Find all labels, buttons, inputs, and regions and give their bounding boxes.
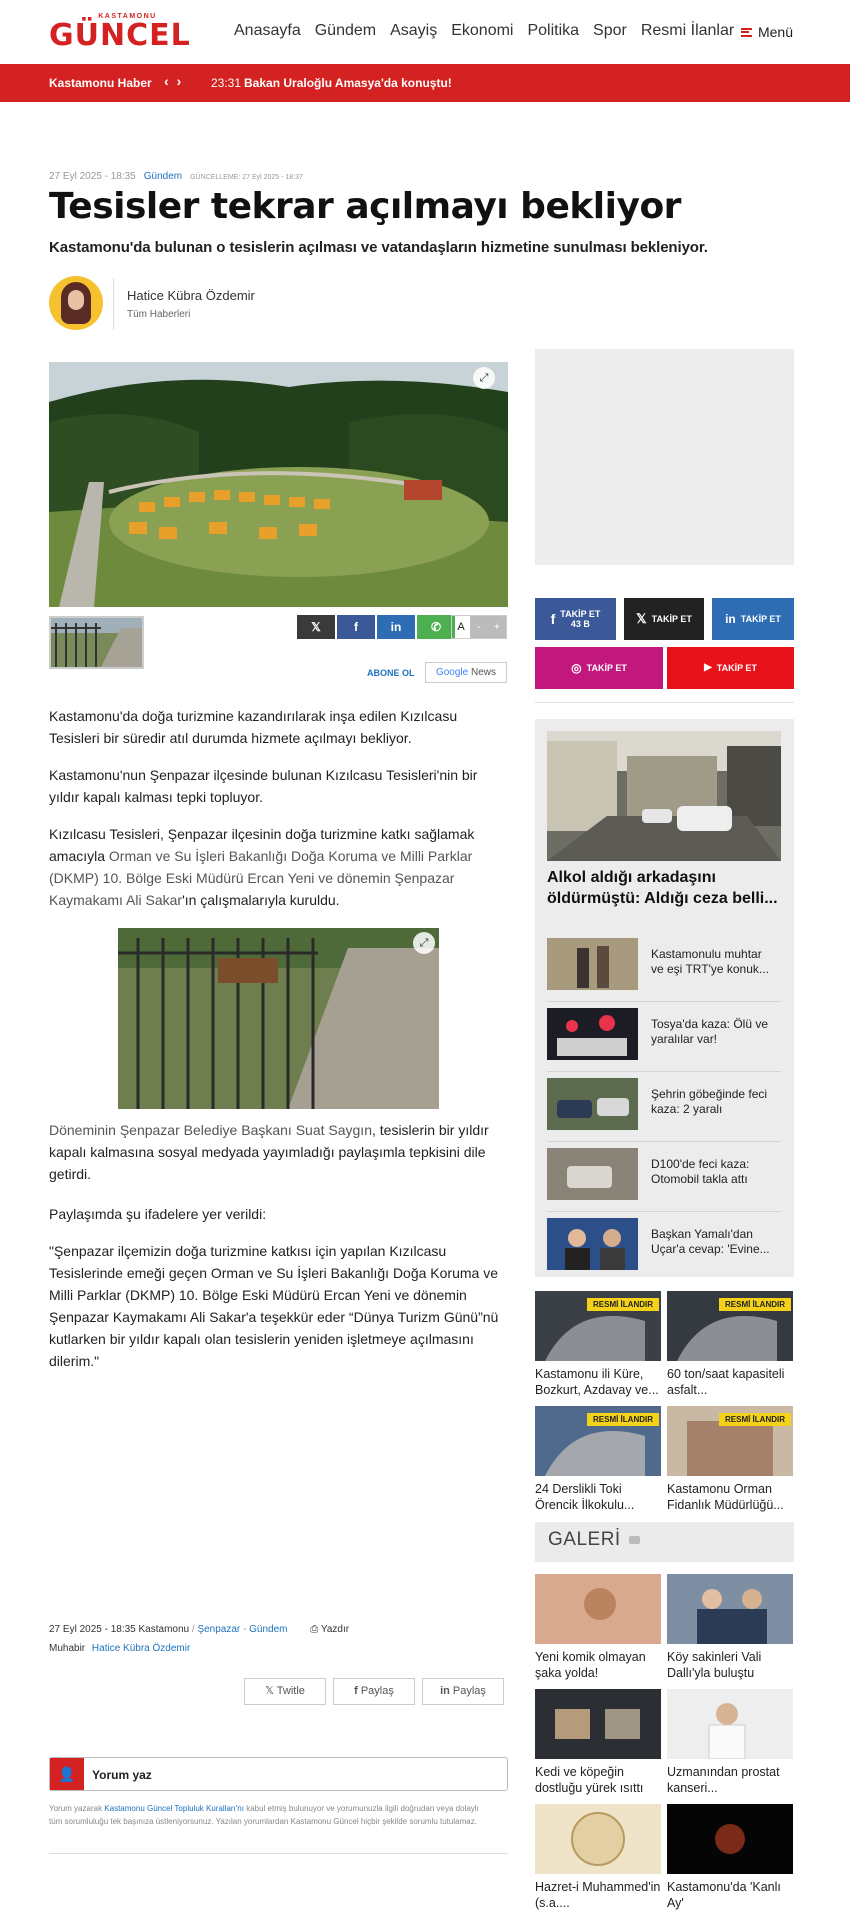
ilan-image (535, 1291, 661, 1361)
follow-linkedin-label: TAKİP ET (740, 614, 781, 624)
expand-icon[interactable]: ⤢ (473, 367, 495, 389)
gallery-image (535, 1689, 661, 1759)
ilan-card[interactable] (535, 1291, 661, 1398)
follow-x-button[interactable] (624, 598, 704, 640)
resmi-ilan-badge: RESMİ İLANDIR (719, 1298, 791, 1311)
font-size-controls (451, 615, 507, 639)
side-news-thumb (547, 938, 638, 990)
ticker-next-icon[interactable]: › (176, 73, 190, 89)
side-news-title: Tosya'da kaza: Ölü ve yaralılar var! (651, 1017, 769, 1046)
side-news-thumb (547, 1148, 638, 1200)
ilan-image (667, 1291, 793, 1361)
share-linkedin-label: Paylaş (452, 1685, 486, 1697)
ticker-label: Kastamonu Haber (49, 76, 152, 90)
ilan-title: Kastamonu ili Küre, Bozkurt, Azdavay ve... (535, 1367, 659, 1397)
gallery-card[interactable] (535, 1689, 661, 1796)
news-ticker (0, 64, 850, 102)
ticker-time: 23:31 (211, 76, 242, 90)
follow-x-label: TAKİP ET (651, 614, 692, 624)
article-paragraph-1: Kastamonu'da doğa turizmine kazandırılarak inşa edilen Kızılcasu Tesisleri bir süredir atıl durumda hizmete açılmayı bekliyor. (49, 708, 458, 746)
ilan-title: Kastamonu Orman Fidanlık Müdürlüğü... (667, 1482, 784, 1512)
side-news-thumb (547, 1218, 638, 1270)
gallery-title: Yeni komik olmayan şaka yolda! (535, 1650, 646, 1680)
gallery-image (535, 1574, 661, 1644)
printer-icon: ⎙ (310, 1624, 319, 1635)
site-header (0, 0, 850, 64)
follow-facebook-button[interactable] (535, 598, 616, 640)
side-news-item[interactable] (547, 1218, 781, 1282)
menu-label: Menü (757, 24, 793, 40)
ticker-headline[interactable]: Bakan Uraloğlu Amasya'da konuştu! (244, 76, 452, 90)
follow-youtube-label: TAKİP ET (716, 663, 757, 673)
author-block (49, 276, 449, 336)
divider (113, 278, 114, 330)
article-footer-meta: 27 Eyl 2025 - 18:35 Kastamonu / Şenpazar - Gündem ⎙ Yazdır (49, 1624, 350, 1635)
linkedin-icon[interactable]: in (377, 615, 415, 639)
gallery-image (535, 1804, 661, 1874)
side-news-item[interactable] (547, 1078, 781, 1142)
p4-text: , tesislerin bir yıldır kapalı kalmasına sosyal medyada yayımladığı paylaşımla tepkisini dile getirdi. (49, 1122, 489, 1182)
article-category-link[interactable]: Gündem (143, 171, 183, 182)
resmi-ilan-badge: RESMİ İLANDIR (587, 1413, 659, 1426)
gnews-google-text: Google (435, 667, 469, 678)
nav-item-ekonomi[interactable]: Ekonomi (451, 22, 514, 39)
article-subtitle: Kastamonu'da bulunan o tesislerin açılması ve vatandaşların hizmetine sunulması bekleniyor. (49, 239, 708, 256)
print-button[interactable] (310, 1624, 349, 1635)
article-paragraph-3 (49, 823, 509, 911)
divider (535, 702, 794, 703)
article-paragraph-4 (49, 1119, 509, 1185)
side-news-thumb (547, 1008, 638, 1060)
gallery-image (667, 1574, 793, 1644)
article-updated: GÜNCELLEME: 27 Eyl 2025 - 18:37 (190, 174, 303, 181)
galeri-title: GALERİ (548, 1529, 621, 1550)
menu-button[interactable] (741, 24, 793, 40)
street-photo (547, 731, 781, 861)
x-icon: 𝕏 (636, 611, 647, 626)
ilan-image (667, 1406, 793, 1476)
muhabir-line (49, 1643, 190, 1654)
whatsapp-icon[interactable]: ✆ (417, 615, 455, 639)
gallery-card[interactable] (667, 1689, 793, 1796)
p4-link[interactable]: Döneminin Şenpazar Belediye Başkanı Suat Saygın (49, 1122, 372, 1138)
author-name-link[interactable]: Hatice Kübra Özdemir (127, 288, 255, 303)
site-logo[interactable] (49, 13, 206, 53)
side-news-thumb (547, 1078, 638, 1130)
side-news-item[interactable] (547, 938, 781, 1002)
article-date: 27 Eyl 2025 - 18:35 (49, 171, 136, 182)
font-decrease-button[interactable]: - (470, 616, 488, 638)
nav-item-anasayfa[interactable]: Anasayfa (234, 22, 301, 39)
resmi-ilan-badge: RESMİ İLANDIR (719, 1413, 791, 1426)
article-title: Tesisler tekrar açılmayı bekliyor (49, 186, 681, 227)
ad-placeholder (535, 349, 794, 565)
share-twitter-button[interactable] (244, 1678, 326, 1705)
rules-text-a: Yorum yazarak (49, 1804, 105, 1813)
article-paragraph-5: Paylaşımda şu ifadelere yer verildi: (49, 1206, 267, 1222)
follow-linkedin-button[interactable] (712, 598, 794, 640)
gallery-card[interactable] (667, 1804, 793, 1911)
lead-news-title[interactable]: Alkol aldığı arkadaşını öldürmüştü: Aldığı ceza belli... (547, 869, 778, 907)
camera-icon (629, 1536, 640, 1544)
rules-link[interactable]: Kastamonu Güncel Topluluk Kuralları'nı (104, 1804, 244, 1813)
footer-city: Kastamonu (138, 1624, 190, 1635)
gallery-image (667, 1689, 793, 1759)
follow-youtube-button[interactable] (667, 647, 794, 689)
share-facebook-button[interactable] (333, 1678, 415, 1705)
article-quote: "Şenpazar ilçemizin doğa turizmine katkısı için yapılan Kızılcasu Tesislerinde emeği geçen Orman ve Su İşleri Bakanlığı Doğa Koruma ve Milli Parklar (DKMP) 10. Bölge Eski Müdürü Ercan Yeni ve dönemin Şenpazar Kaymakamı Ali Sakar'a teşekkür eder “Dünya Turizm Günü”nü kutlarken bir yıldır kapalı olan tesislerin yeniden işletmeye açılmasını dilerim." (49, 1243, 499, 1369)
ilan-card[interactable] (667, 1291, 793, 1398)
gallery-title: Köy sakinleri Vali Dallı'yla buluştu (667, 1650, 762, 1680)
p3-link[interactable]: Orman ve Su İşleri Bakanlığı Doğa Koruma ve Milli Parklar (DKMP) 10. Bölge Eski Müdürü Ercan Yeni ve dönemin Şenpazar Kaymakamı Ali Sakar (49, 848, 473, 908)
linkedin-icon: in (725, 612, 736, 626)
share-twitter-label: Twitle (276, 1685, 305, 1697)
footer-district-link[interactable]: Şenpazar (197, 1624, 241, 1635)
gallery-card[interactable] (535, 1574, 661, 1681)
gallery-image (667, 1804, 793, 1874)
nav-item-gundem[interactable]: Gündem (314, 22, 377, 39)
galeri-header[interactable] (535, 1522, 794, 1562)
facebook-icon: f (550, 611, 556, 627)
footer-date: 27 Eyl 2025 - 18:35 (49, 1624, 136, 1635)
side-news-title: D100'de feci kaza: Otomobil takla attı (651, 1157, 750, 1186)
share-buttons (297, 615, 455, 639)
article-main-image[interactable] (49, 362, 508, 607)
article-paragraph-2: Kastamonu'nun Şenpazar ilçesinde bulunan Kızılcasu Tesisleri'nin bir yıldır kapalı kalması tepki topluyor. (49, 767, 478, 805)
gallery-card[interactable] (667, 1574, 793, 1681)
ilan-title: 24 Derslikli Toki Örencik İlkokulu... (535, 1482, 635, 1512)
ticker-arrows (164, 73, 189, 89)
side-news-title: Başkan Yamalı'dan Uçar'a cevap: 'Evine... (651, 1227, 770, 1256)
x-icon: 𝕏 (265, 1685, 277, 1697)
lead-news-image[interactable] (547, 731, 781, 861)
gate-thumbnail (51, 618, 142, 667)
gate-photo (118, 928, 439, 1109)
font-reset-button[interactable]: A (457, 621, 465, 633)
side-news-item[interactable] (547, 1008, 781, 1072)
instagram-icon: ◎ (571, 661, 582, 675)
subscribe-label: ABONE OL (367, 668, 415, 678)
follow-facebook-label: TAKİP ET (560, 609, 601, 619)
campsite-photo (49, 362, 508, 607)
p3-text-c: 'ın çalışmalarıyla kuruldu. (182, 892, 340, 908)
ilan-image (535, 1406, 661, 1476)
youtube-icon: ▶ (704, 662, 712, 673)
gallery-title: Hazret-i Muhammed'in (s.a.... (535, 1880, 661, 1910)
gallery-title: Uzmanından prostat kanseri... (667, 1765, 780, 1795)
p3-text-a: Kızılcasu Tesisleri, Şenpazar ilçesinin doğa turizmine katkı sağlamak amacıyla (49, 826, 475, 864)
muhabir-label: Muhabir (49, 1643, 86, 1654)
side-news-item[interactable] (547, 1148, 781, 1212)
gallery-title: Kedi ve köpeğin dostluğu yürek ısıttı (535, 1765, 644, 1795)
nav-item-asayis[interactable]: Asayiş (390, 22, 438, 39)
ilan-title: 60 ton/saat kapasiteli asfalt... (667, 1367, 785, 1397)
hamburger-icon (741, 28, 752, 37)
follow-facebook-count: 43 B (570, 619, 590, 629)
nav-item-politika[interactable]: Politika (527, 22, 580, 39)
comment-rules (49, 1802, 489, 1828)
muhabir-link[interactable]: Hatice Kübra Özdemir (91, 1643, 191, 1654)
image-thumbnail[interactable] (49, 616, 144, 669)
ticker-prev-icon[interactable]: ‹ (164, 73, 177, 89)
follow-instagram-label: TAKİP ET (586, 663, 627, 673)
ilan-card[interactable] (535, 1406, 661, 1513)
ilan-card[interactable] (667, 1406, 793, 1513)
share-linkedin-button[interactable] (422, 1678, 504, 1705)
user-icon: 👤 (50, 1758, 84, 1790)
gallery-title: Kastamonu'da 'Kanlı Ay' (667, 1880, 781, 1910)
expand-icon[interactable]: ⤢ (413, 932, 435, 954)
article-inline-image[interactable] (118, 928, 439, 1109)
divider (49, 1853, 508, 1854)
print-label: Yazdır (320, 1624, 350, 1635)
side-news-panel (535, 719, 794, 1277)
gallery-card[interactable] (535, 1804, 661, 1911)
google-news-button[interactable] (425, 662, 507, 683)
share-facebook-label: Paylaş (360, 1685, 394, 1697)
footer-category-link[interactable]: Gündem (249, 1624, 288, 1635)
logo-main-text: GÜNCEL (49, 18, 191, 53)
resmi-ilan-badge: RESMİ İLANDIR (587, 1298, 659, 1311)
side-news-title: Kastamonulu muhtar ve eşi TRT'ye konuk... (651, 947, 769, 976)
x-icon[interactable]: 𝕏 (297, 615, 335, 639)
facebook-icon[interactable]: f (337, 615, 375, 639)
author-all-news-link[interactable]: Tüm Haberleri (127, 309, 191, 320)
follow-instagram-button[interactable] (535, 647, 663, 689)
linkedin-icon: in (440, 1685, 453, 1697)
nav-item-resmi-ilanlar[interactable]: Resmi İlanlar (640, 22, 735, 39)
gnews-news-text: News (468, 667, 497, 678)
side-news-title: Şehrin göbeğinde feci kaza: 2 yaralı (651, 1087, 768, 1116)
logo-small-text: KASTAMONU (98, 13, 157, 20)
nav-item-spor[interactable]: Spor (593, 22, 627, 39)
article-meta (49, 171, 303, 182)
comment-input[interactable] (49, 1757, 508, 1791)
comment-label: Yorum yaz (92, 1768, 152, 1782)
main-nav (234, 22, 734, 40)
font-increase-button[interactable]: + (488, 616, 506, 638)
rules-text-b: kabul etmiş bulunuyor ve yorumunuzla ilgili doğrudan veya dolaylı tüm sorumluluğu tek başınıza üstleniyorsunuz. Yazılan yorumlardan Kastamonu Güncel hiçbir şekilde sorumlu tutulamaz. (49, 1804, 479, 1826)
facebook-icon: f (354, 1685, 361, 1697)
author-avatar[interactable] (49, 276, 103, 330)
